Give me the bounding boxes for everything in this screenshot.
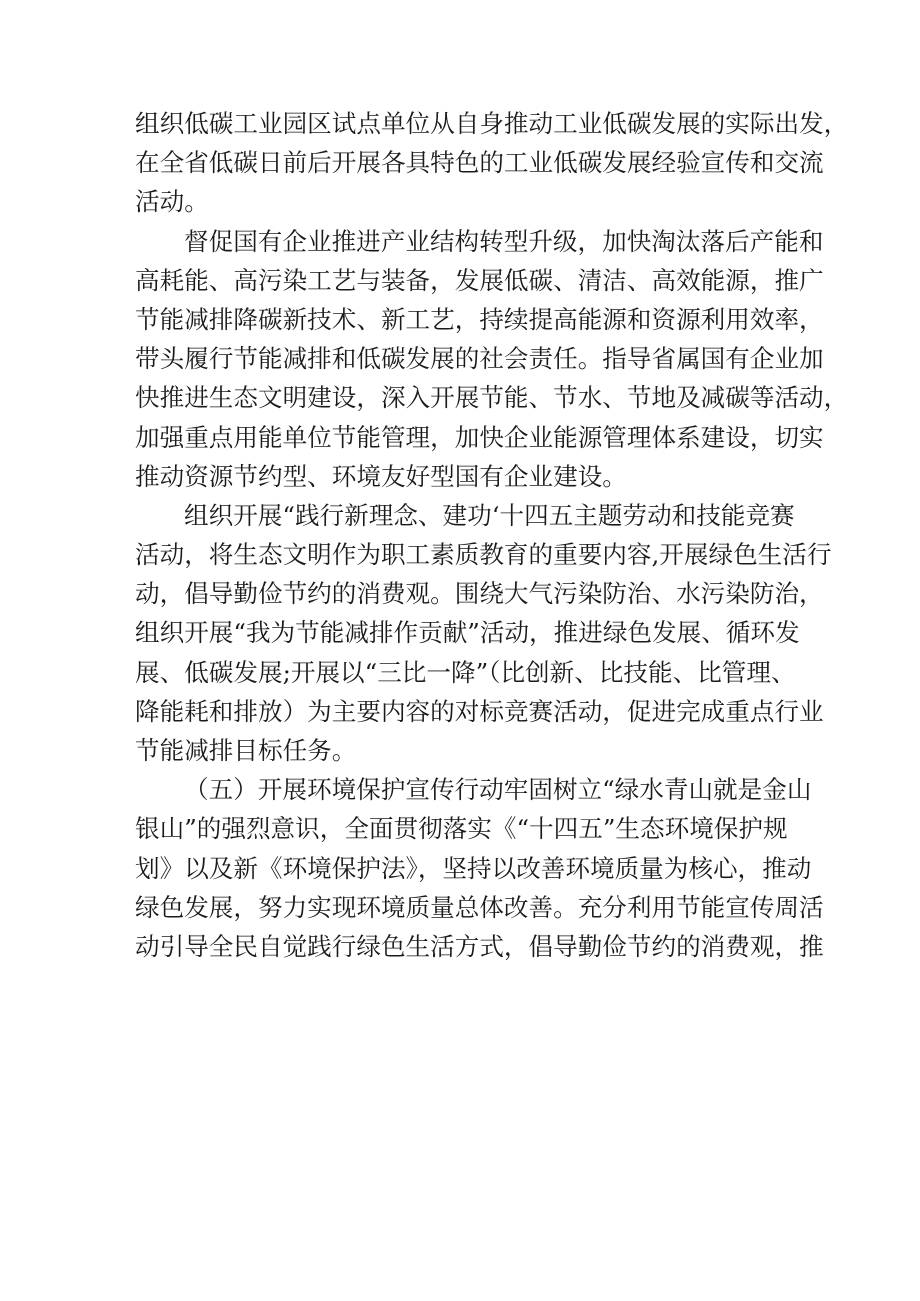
text-line: 展、低碳发展;开展以“三比一降”（比创新、比技能、比管理、 <box>135 657 796 687</box>
text-line: 降能耗和排放）为主要内容的对标竞赛活动，促进完成重点行业 <box>135 696 824 726</box>
paragraph-4 <box>135 770 824 966</box>
text-line: 动，倡导勤俭节约的消费观。围绕大气污染防治、水污染防治， <box>135 579 824 609</box>
text-line: 绿色发展，努力实现环境质量总体改善。充分利用节能宣传周活 <box>135 892 824 922</box>
text-line: 组织低碳工业园区试点单位从自身推动工业低碳发展的实际出发， <box>135 109 849 138</box>
document-body <box>135 104 849 966</box>
text-line: 加强重点用能单位节能管理，加快企业能源管理体系建设，切实 <box>135 422 824 452</box>
text-line: 动引导全民自觉践行绿色生活方式，倡导勤俭节约的消费观，推 <box>135 931 824 961</box>
text-line: （五）开展环境保护宣传行动牢固树立“绿水青山就是金山 <box>184 775 812 805</box>
paragraph-1 <box>135 104 849 222</box>
paragraph-2 <box>135 222 849 496</box>
text-line: 节能减排目标任务。 <box>135 736 357 765</box>
paragraph-3 <box>135 496 832 770</box>
text-line: 组织开展“我为节能减排作贡献”活动，推进绿色发展、循环发 <box>135 618 800 648</box>
text-line: 带头履行节能减排和低碳发展的社会责任。指导省属国有企业加 <box>135 344 824 374</box>
text-line: 划》以及新《环境保护法》，坚持以改善环境质量为核心，推动 <box>135 853 812 883</box>
text-line: 在全省低碳日前后开展各具特色的工业低碳发展经验宣传和交流 <box>135 148 824 178</box>
text-line: 银山”的强烈意识，全面贯彻落实《“十四五”生态环境保护规 <box>135 814 788 844</box>
text-line: 推动资源节约型、环境友好型国有企业建设。 <box>135 461 627 491</box>
text-line: 节能减排降碳新技术、新工艺，持续提高能源和资源利用效率， <box>135 304 824 334</box>
text-line: 督促国有企业推进产业结构转型升级，加快淘汰落后产能和 <box>184 226 824 256</box>
text-line: 快推进生态文明建设，深入开展节能、节水、节地及减碳等活动， <box>135 383 849 413</box>
text-line: 高耗能、高污染工艺与装备，发展低碳、清洁、高效能源，推广 <box>135 265 824 295</box>
text-line: 活动，将生态文明作为职工素质教育的重要内容,开展绿色生活行 <box>135 540 832 570</box>
text-line: 组织开展“践行新理念、建功‘十四五主题劳动和技能竞赛 <box>184 500 795 530</box>
text-line: 活动。 <box>135 187 209 217</box>
